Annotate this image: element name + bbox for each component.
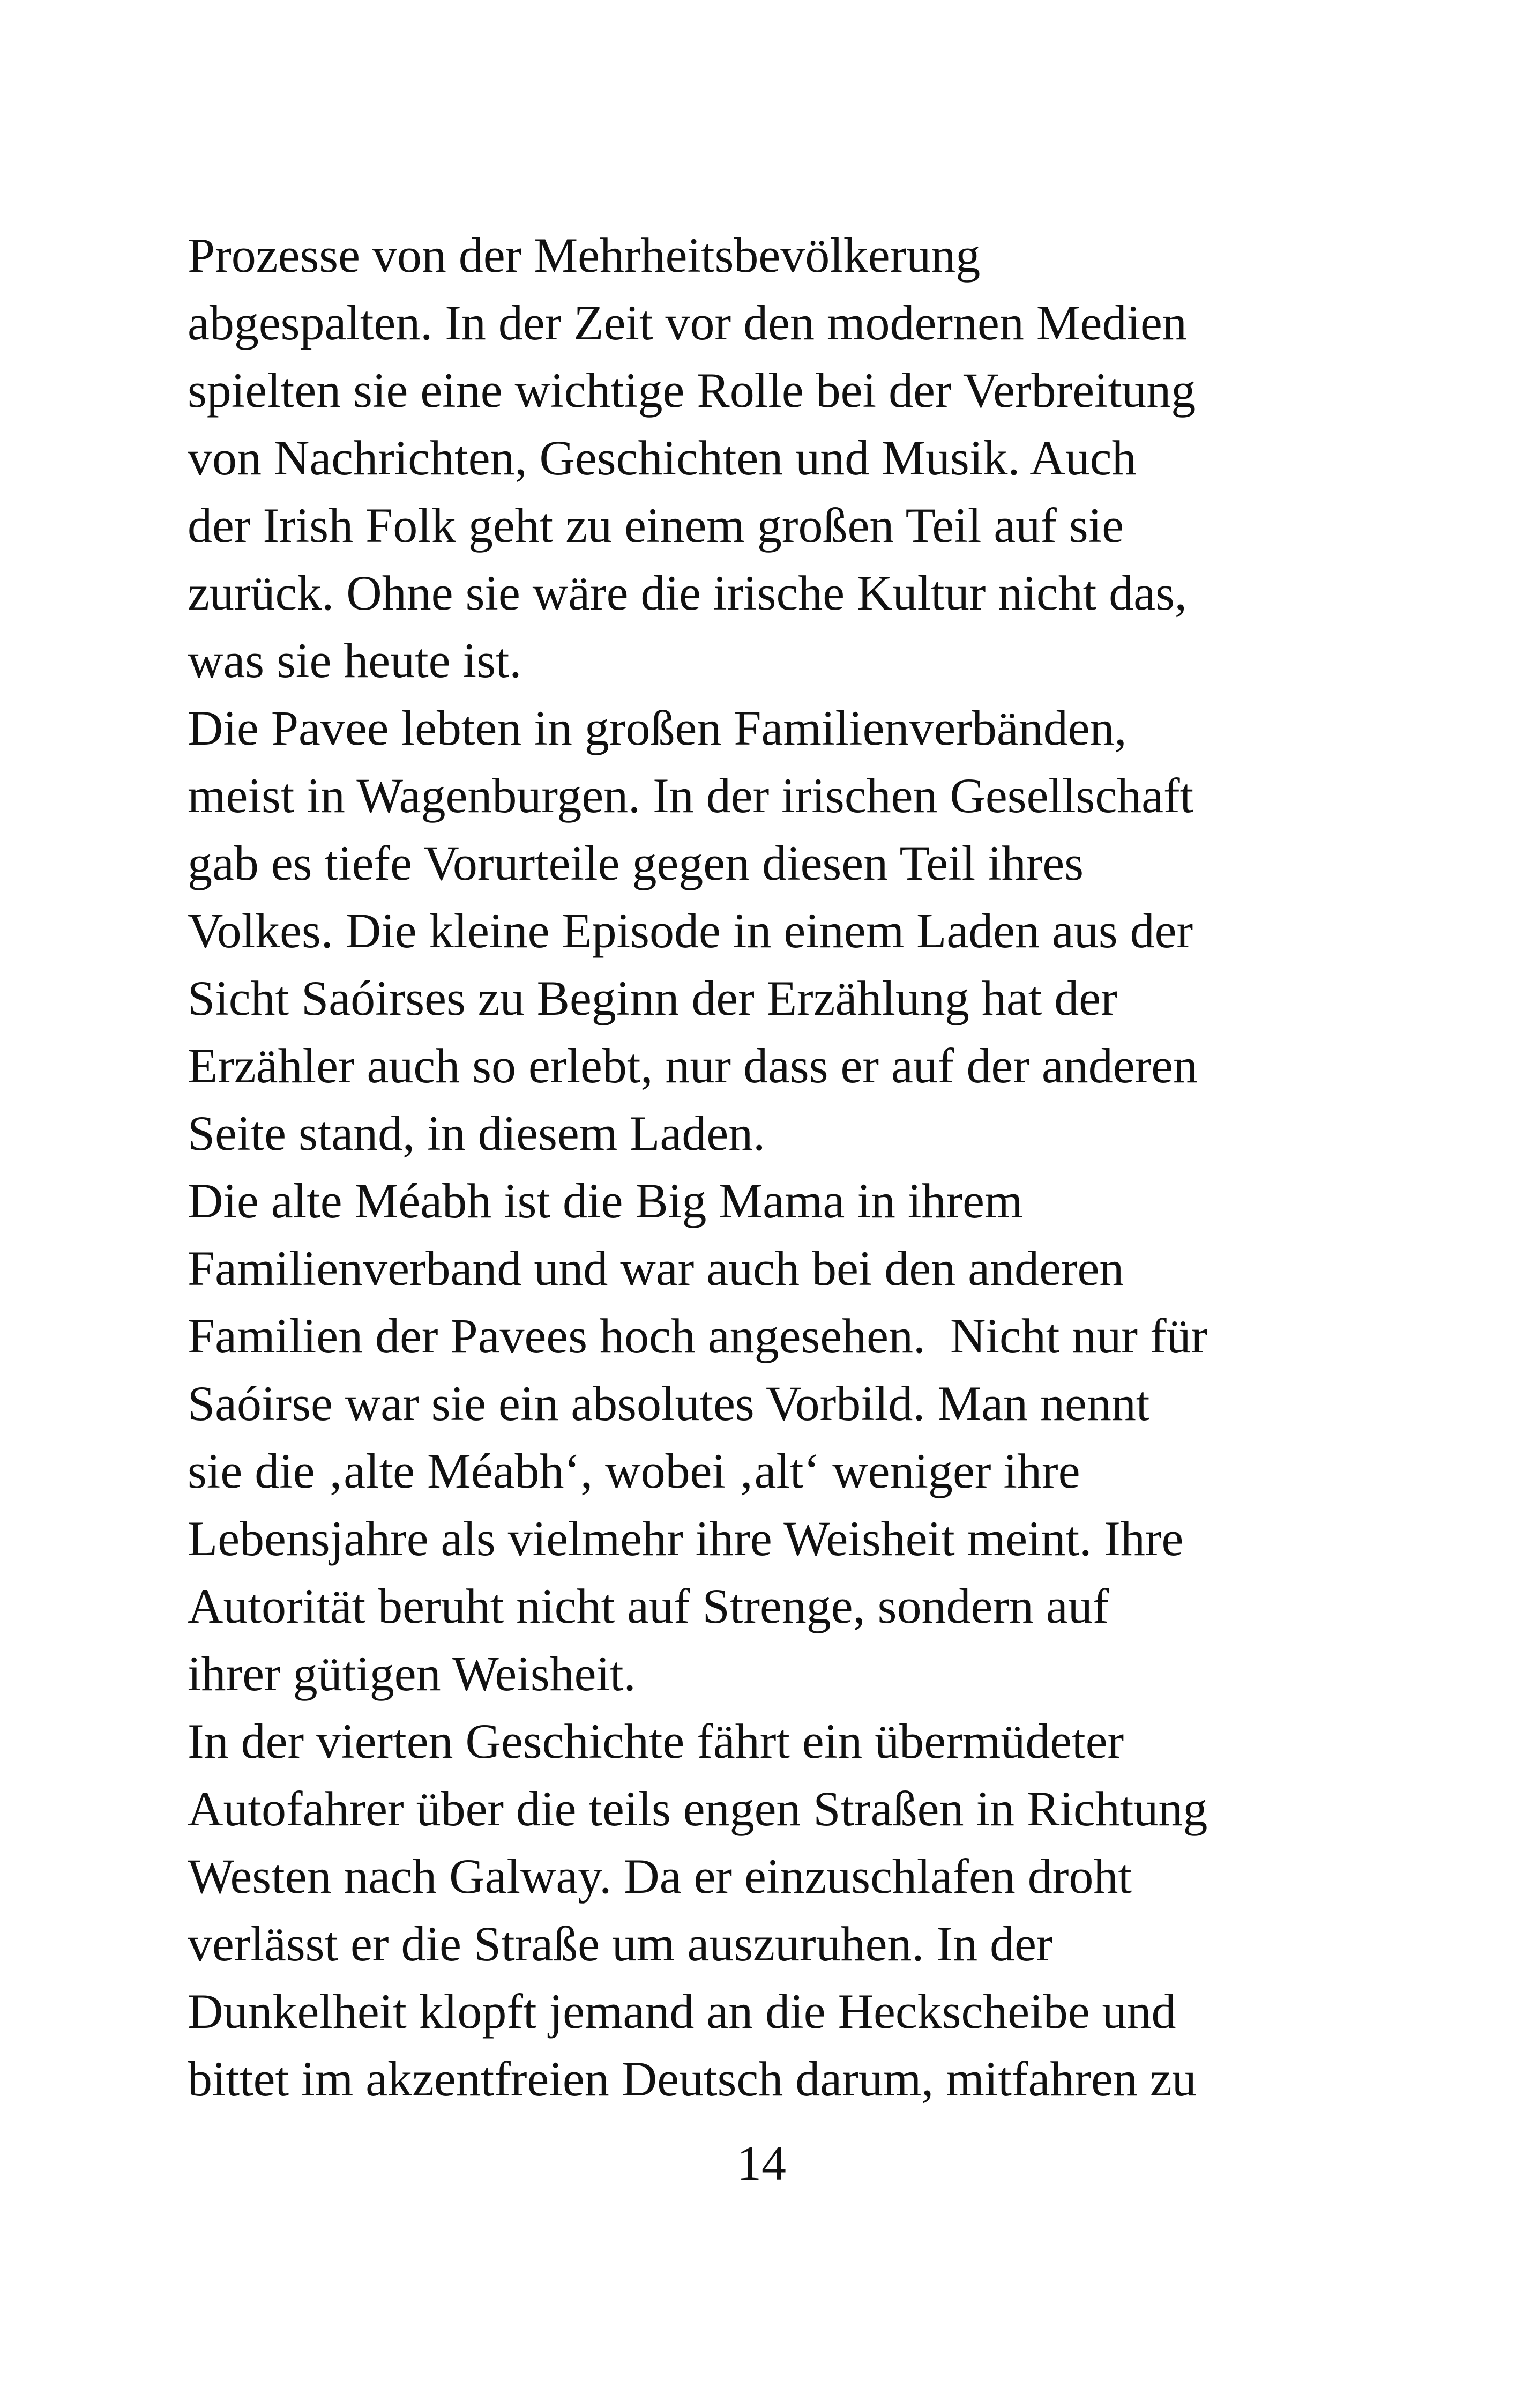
text-line: Autorität beruht nicht auf Strenge, sondern auf bbox=[188, 1579, 1109, 1633]
text-line: Autofahrer über die teils engen Straßen in Richtung bbox=[188, 1781, 1208, 1836]
text-line: zurück. Ohne sie wäre die irische Kultur nicht das, bbox=[188, 566, 1187, 620]
text-line: Westen nach Galway. Da er einzuschlafen droht bbox=[188, 1849, 1132, 1904]
text-line: spielten sie eine wichtige Rolle bei der Verbreitung bbox=[188, 363, 1196, 418]
text-line: Volkes. Die kleine Episode in einem Laden aus der bbox=[188, 903, 1193, 958]
text-line: Die alte Méabh ist die Big Mama in ihrem bbox=[188, 1173, 1023, 1228]
text-line: bittet im akzentfreien Deutsch darum, mitfahren zu bbox=[188, 2052, 1197, 2106]
text-line: Die Pavee lebten in großen Familienverbänden, bbox=[188, 701, 1127, 755]
text-line: abgespalten. In der Zeit vor den modernen Medien bbox=[188, 295, 1187, 350]
text-line: Dunkelheit klopft jemand an die Heckscheibe und bbox=[188, 1984, 1176, 2039]
text-line: Sicht Saóirses zu Beginn der Erzählung hat der bbox=[188, 971, 1117, 1025]
text-line: was sie heute ist. bbox=[188, 633, 522, 688]
text-line: von Nachrichten, Geschichten und Musik. Auch bbox=[188, 430, 1137, 485]
page-number: 14 bbox=[737, 2136, 786, 2190]
text-line: In der vierten Geschichte fährt ein übermüdeter bbox=[188, 1714, 1124, 1768]
text-line: Familien der Pavees hoch angesehen. Nicht nur für bbox=[188, 1309, 1208, 1363]
text-line: der Irish Folk geht zu einem großen Teil auf sie bbox=[188, 498, 1124, 553]
text-line: Prozesse von der Mehrheitsbevölkerung bbox=[188, 228, 981, 283]
text-line: ihrer gütigen Weisheit. bbox=[188, 1646, 636, 1701]
text-line: verlässt er die Straße um auszuruhen. In der bbox=[188, 1916, 1053, 1971]
text-line: sie die ‚alte Méabh‘, wobei ‚alt‘ weniger ihre bbox=[188, 1444, 1080, 1498]
text-line: Familienverband und war auch bei den anderen bbox=[188, 1241, 1124, 1296]
text-line: Saóirse war sie ein absolutes Vorbild. Man nennt bbox=[188, 1376, 1150, 1431]
text-line: Seite stand, in diesem Laden. bbox=[188, 1106, 766, 1161]
text-line: Lebensjahre als vielmehr ihre Weisheit meint. Ihre bbox=[188, 1511, 1184, 1566]
text-line: Erzähler auch so erlebt, nur dass er auf der anderen bbox=[188, 1038, 1198, 1093]
text-line: gab es tiefe Vorurteile gegen diesen Teil ihres bbox=[188, 836, 1084, 890]
text-line: meist in Wagenburgen. In der irischen Gesellschaft bbox=[188, 768, 1194, 823]
body-text bbox=[188, 221, 1345, 2113]
